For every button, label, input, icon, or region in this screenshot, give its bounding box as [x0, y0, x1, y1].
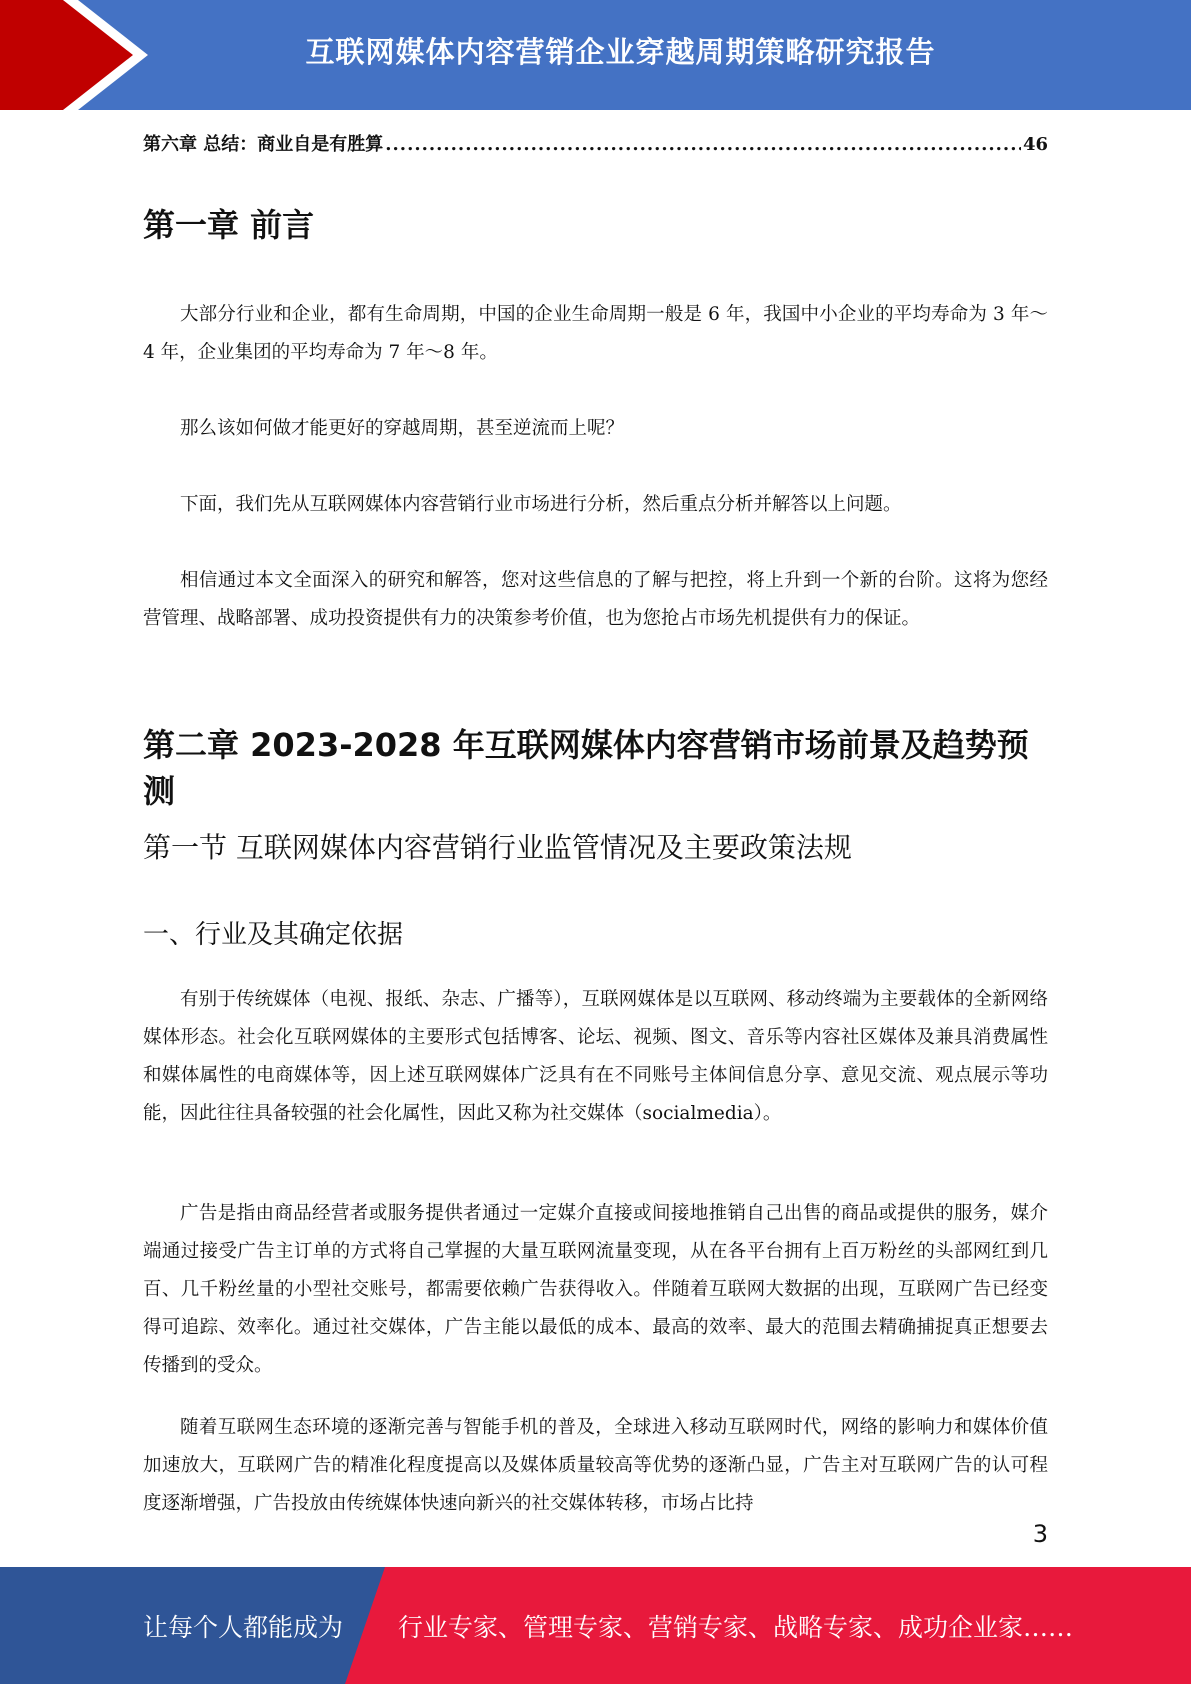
header-arrow-icon	[0, 0, 160, 110]
subsection1-paragraph-1: 有别于传统媒体（电视、报纸、杂志、广播等），互联网媒体是以互联网、移动终端为主要载体的全新网络媒体形态。社会化互联网媒体的主要形式包括博客、论坛、视频、图文、音乐等内容社区媒体及兼具消费属性和媒体属性的电商媒体等，因上述互联网媒体广泛具有在不同账号主体间信息分享、意见交流、观点展示等功能，因此往往具备较强的社会化属性，因此又称为社交媒体（socialmedia）。	[143, 989, 1048, 1124]
footer-band	[0, 1567, 1191, 1684]
page-number: 3	[1032, 1520, 1048, 1548]
chapter1-paragraph-2: 那么该如何做才能更好的穿越周期，甚至逆流而上呢？	[180, 418, 625, 439]
chapter2-title: 第二章 2023-2028 年互联网媒体内容营销市场前景及趋势预测	[143, 726, 1029, 810]
chapter1-title: 第一章 前言	[143, 206, 315, 244]
header-title: 互联网媒体内容营销企业穿越周期策略研究报告	[305, 34, 936, 69]
subsection1-paragraph-3: 随着互联网生态环境的逐渐完善与智能手机的普及，全球进入移动互联网时代，网络的影响力和媒体价值加速放大，互联网广告的精准化程度提高以及媒体质量较高等优势的逐渐凸显，广告主对互联网广告的认可程度逐渐增强，广告投放由传统媒体快速向新兴的社交媒体转移，市场占比持	[143, 1417, 1048, 1514]
toc-entry[interactable]	[143, 130, 1048, 156]
chapter1-paragraph-1: 大部分行业和企业，都有生命周期，中国的企业生命周期一般是 6 年，我国中小企业的平均寿命为 3 年～4 年，企业集团的平均寿命为 7 年～8 年。	[143, 304, 1048, 363]
footer-slogan-left: 让每个人都能成为	[143, 1612, 344, 1642]
chapter1-paragraph-4: 相信通过本文全面深入的研究和解答，您对这些信息的了解与把控，将上升到一个新的台阶。这将为您经营管理、战略部署、成功投资提供有力的决策参考价值，也为您抢占市场先机提供有力的保证。	[143, 570, 1048, 629]
toc-entry-label: 第六章 总结：商业自是有胜算	[143, 134, 384, 155]
header-band	[0, 0, 1191, 110]
chapter1-paragraph-3: 下面，我们先从互联网媒体内容营销行业市场进行分析，然后重点分析并解答以上问题。	[180, 494, 902, 515]
subsection1-paragraph-2: 广告是指由商品经营者或服务提供者通过一定媒介直接或间接地推销自己出售的商品或提供的服务，媒介端通过接受广告主订单的方式将自己掌握的大量互联网流量变现，从在各平台拥有上百万粉丝的头部网红到几百、几千粉丝量的小型社交账号，都需要依赖广告获得收入。伴随着互联网大数据的出现，互联网广告已经变得可追踪、效率化。通过社交媒体，广告主能以最低的成本、最高的效率、最大的范围去精确捕捉真正想要去传播到的受众。	[143, 1203, 1048, 1376]
toc-leader-dots	[385, 134, 1021, 155]
toc-entry-page: 46	[1022, 134, 1048, 155]
section1-title: 第一节 互联网媒体内容营销行业监管情况及主要政策法规	[143, 831, 852, 864]
footer-slogan-right: 行业专家、管理专家、营销专家、战略专家、成功企业家……	[398, 1612, 1074, 1642]
subsection1-title: 一、行业及其确定依据	[143, 920, 404, 950]
